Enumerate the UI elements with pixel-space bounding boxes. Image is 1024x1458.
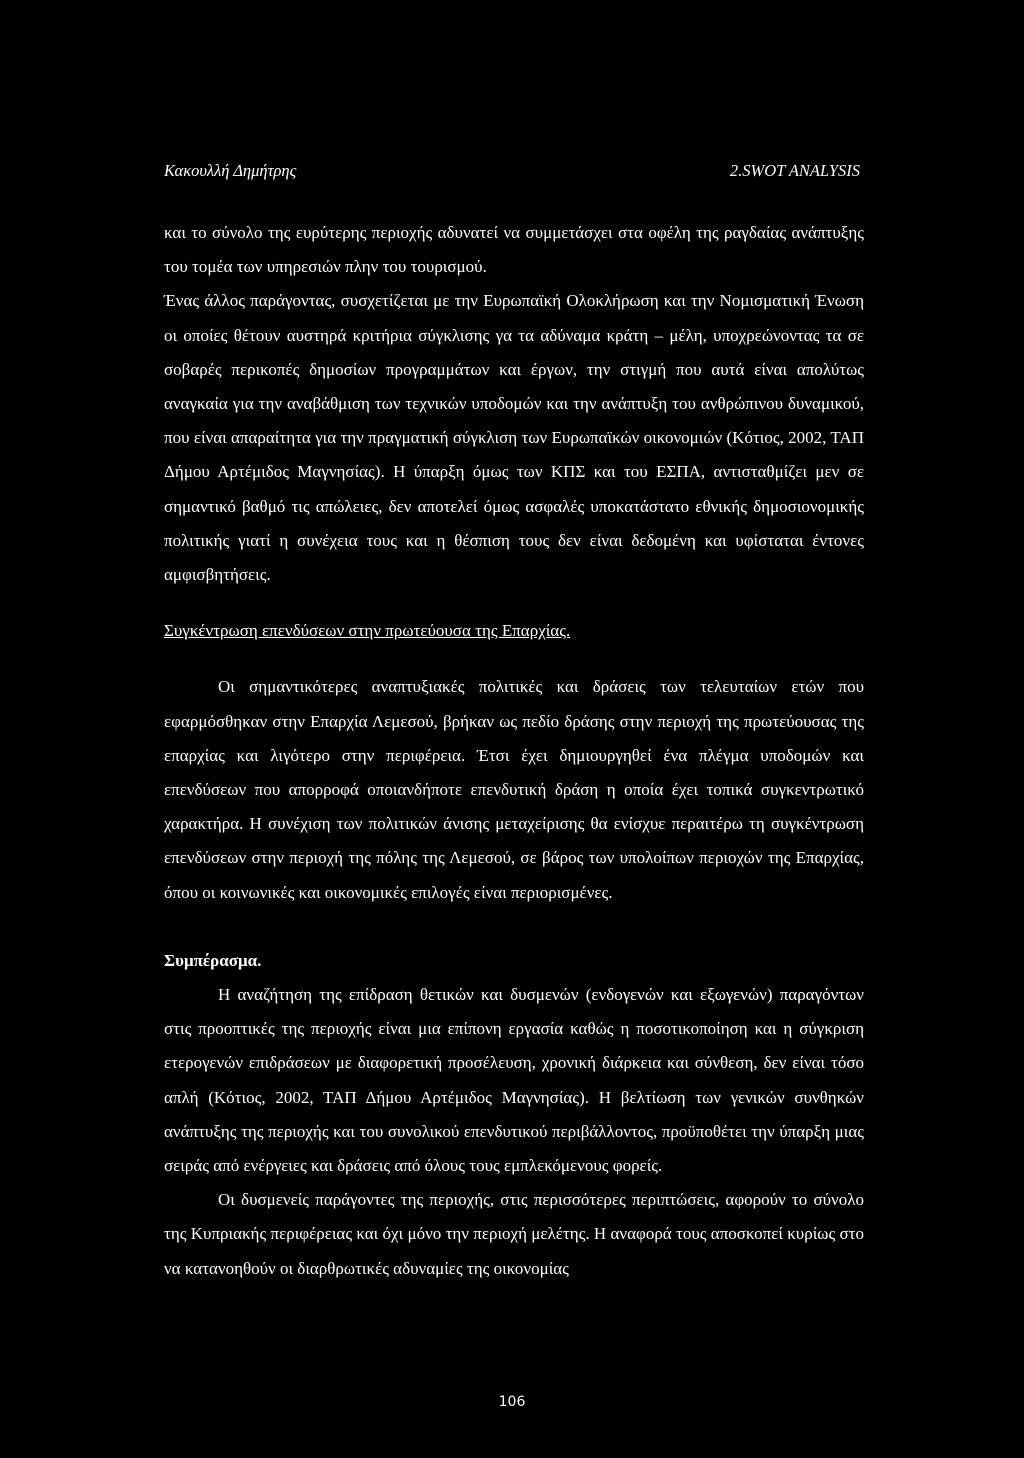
paragraph-conclusion: Η αναζήτηση της επίδραση θετικών και δυσμενών (ενδογενών και εξωγενών) παραγόντων στις προοπτικές της περιοχής είναι μια επίπονη εργασία καθώς η ποσοτικοποίηση και η σύγκριση ετερογενών επιδράσεων με διαφορετική προσέλευση, χρονική διάρκεια και σύνθεση, δεν είναι τόσο απλή (Κότιος, 2002, ΤΑΠ Δήμου Αρτέμιδος Μαγνησίας). Η βελτίωση των γενικών συνθηκών ανάπτυξης της περιοχής και του συνολικού επενδυτικού περιβάλλοντος, προϋποθέτει την ύπαρξη μιας σειράς από ενέργειες και δράσεις από όλους τους εμπλεκόμενους φορείς. <box>164 985 864 1176</box>
page-header <box>164 161 860 185</box>
header-section-title: 2.SWOT ANALYSIS <box>729 161 860 180</box>
paragraph-unfavorable-factors: Οι δυσμενείς παράγοντες της περιοχής, στις περισσότερες περιπτώσεις, αφορούν το σύνολο της Κυπριακής περιφέρειας και όχι μόνο την περιοχή μελέτης. Η αναφορά τους αποσκοπεί κυρίως στο να κατανοηθούν οι διαρθρωτικές αδυναμίες της οικονομίας <box>164 1190 864 1278</box>
paragraph-continuation: και το σύνολο της ευρύτερης περιοχής αδυνατεί να συμμετάσχει στα οφέλη της ραγδαίας ανάπτυξης του τομέα των υπηρεσιών πλην του τουρισμού. <box>164 223 864 277</box>
document-body <box>164 216 864 1286</box>
section-heading-conclusion: Συμπέρασμα. <box>164 950 262 970</box>
paragraph-investment-concentration: Οι σημαντικότερες αναπτυξιακές πολιτικές και δράσεις των τελευταίων ετών που εφαρμόσθηκαν στην Επαρχία Λεμεσού, βρήκαν ως πεδίο δράσης στην περιοχή της πρωτεύουσας της επαρχίας και λιγότερο στην περιφέρεια. Έτσι έχει δημιουργηθεί ένα πλέγμα υποδομών και επενδύσεων που απορροφά οποιανδήποτε επενδυτική δράση η οποία έχει τοπικά συγκεντρωτικό χαρακτήρα. Η συνέχιση των πολιτικών άνισης μεταχείρισης θα ενίσχυε περαιτέρω τη συγκέντρωση επενδύσεων στην περιοχή της πόλης της Λεμεσού, σε βάρος των υπολοίπων περιοχών της Επαρχίας, όπου οι κοινωνικές και οικονομικές επιλογές είναι περιορισμένες. <box>164 677 864 902</box>
page-number: 106 <box>498 1394 526 1410</box>
section-heading-investment-concentration: Συγκέντρωση επενδύσεων στην πρωτεύουσα της Επαρχίας. <box>164 621 571 641</box>
header-author: Κακουλλή Δημήτρης <box>164 161 297 180</box>
paragraph-european-integration: Ένας άλλος παράγοντας, συσχετίζεται με την Ευρωπαϊκή Ολοκλήρωση και την Νομισματική Ένωση οι οποίες θέτουν αυστηρά κριτήρια σύγκλισης γα τα αδύναμα κράτη – μέλη, υποχρεώνοντας τα σε σοβαρές περικοπές δημοσίων προγραμμάτων και έργων, την στιγμή που αυτά είναι απολύτως αναγκαία για την αναβάθμιση των τεχνικών υποδομών και την ανάπτυξη του ανθρώπινου δυναμικού, που είναι απαραίτητα για την πραγματική σύγκλιση των Ευρωπαϊκών οικονομιών (Κότιος, 2002, ΤΑΠ Δήμου Αρτέμιδος Μαγνησίας). Η ύπαρξη όμως των ΚΠΣ και του ΕΣΠΑ, αντισταθμίζει μεν σε σημαντικό βαθμό τις απώλειες, δεν αποτελεί όμως ασφαλές υποκατάστατο εθνικής δημοσιονομικής πολιτικής γιατί η συνέχεια τους και η θέσπιση τους δεν είναι δεδομένη και υφίσταται έντονες αμφισβητήσεις. <box>164 291 864 585</box>
